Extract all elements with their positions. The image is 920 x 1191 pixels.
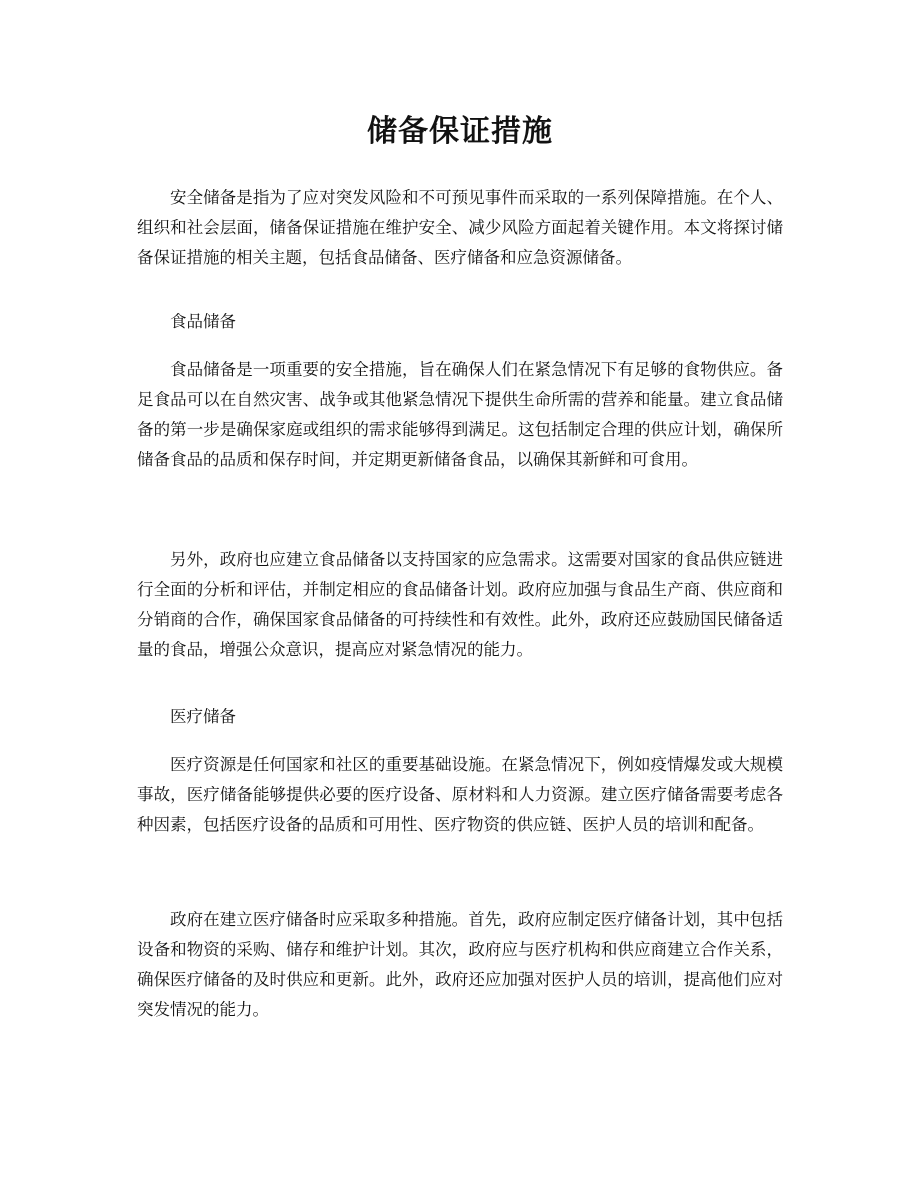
section-heading-food: 食品储备 — [170, 312, 236, 331]
medical-paragraph-2: 政府在建立医疗储备时应采取多种措施。首先，政府应制定医疗储备计划，其中包括设备和物资的采购、储存和维护计划。其次，政府应与医疗机构和供应商建立合作关系，确保医疗储备的及时供应和更新。此外，政府还应加强对医护人员的培训，提高他们应对突发情况的能力。 — [137, 910, 783, 1019]
food-paragraph-1: 食品储备是一项重要的安全措施，旨在确保人们在紧急情况下有足够的食物供应。备足食品可以在自然灾害、战争或其他紧急情况下提供生命所需的营养和能量。建立食品储备的第一步是确保家庭或组织的需求能够得到满足。这包括制定合理的供应计划，确保所储备食品的品质和保存时间，并定期更新储备食品，以确保其新鲜和可食用。 — [137, 360, 783, 469]
document-title: 储备保证措施 — [367, 114, 553, 149]
section-heading-medical: 医疗储备 — [170, 707, 236, 726]
food-paragraph-2: 另外，政府也应建立食品储备以支持国家的应急需求。这需要对国家的食品供应链进行全面的分析和评估，并制定相应的食品储备计划。政府应加强与食品生产商、供应商和分销商的合作，确保国家食品储备的可持续性和有效性。此外，政府还应鼓励国民储备适量的食品，增强公众意识，提高应对紧急情况的能力。 — [137, 550, 783, 659]
medical-paragraph-1: 医疗资源是任何国家和社区的重要基础设施。在紧急情况下，例如疫情爆发或大规模事故，医疗储备能够提供必要的医疗设备、原材料和人力资源。建立医疗储备需要考虑各种因素，包括医疗设备的品质和可用性、医疗物资的供应链、医护人员的培训和配备。 — [137, 755, 783, 834]
intro-paragraph: 安全储备是指为了应对突发风险和不可预见事件而采取的一系列保障措施。在个人、组织和社会层面，储备保证措施在维护安全、减少风险方面起着关键作用。本文将探讨储备保证措施的相关主题，包括食品储备、医疗储备和应急资源储备。 — [137, 188, 783, 267]
